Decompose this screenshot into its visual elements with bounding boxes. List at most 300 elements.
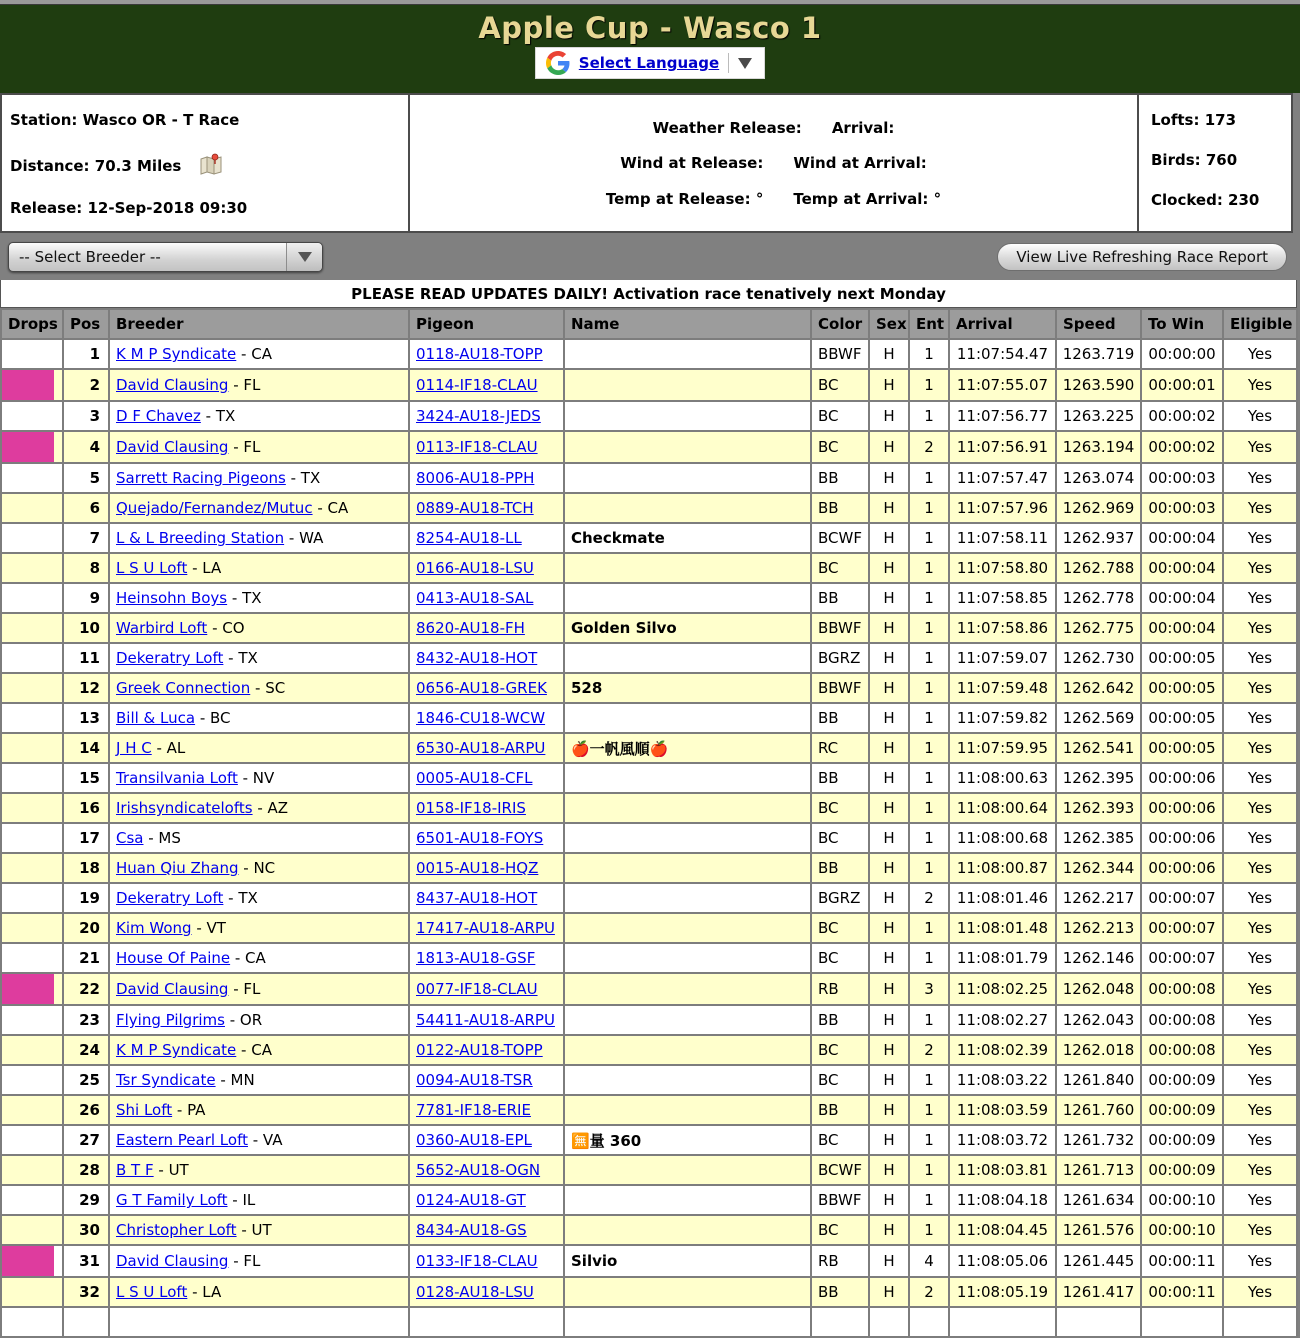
speed-cell: 1262.395 [1056,763,1141,793]
sex-cell [869,1307,909,1337]
breeder-link[interactable]: Kim Wong [116,919,192,937]
pos-cell: 24 [63,1035,109,1065]
breeder-link[interactable]: Dekeratry Loft [116,889,224,907]
arrival-cell: 11:08:00.68 [949,823,1056,853]
sex-cell: H [869,1215,909,1245]
eligible-cell [1223,1307,1297,1337]
results-table [0,308,1298,1338]
color-cell: BC [811,913,869,943]
pigeon-link[interactable]: 0158-IF18-IRIS [416,799,526,817]
speed-cell: 1261.634 [1056,1185,1141,1215]
pigeon-link[interactable]: 8432-AU18-HOT [416,649,538,667]
breeder-cell [109,643,409,673]
pigeon-cell [409,553,564,583]
pigeon-cell [409,703,564,733]
eligible-cell: Yes [1223,913,1297,943]
breeder-link[interactable]: L S U Loft [116,559,188,577]
table-row [1,583,1297,613]
table-row [1,553,1297,583]
breeder-link[interactable]: Huan Qiu Zhang [116,859,239,877]
arrival-cell: 11:07:59.07 [949,643,1056,673]
breeder-state: - VA [247,1131,283,1149]
pos-cell: 18 [63,853,109,883]
pos-cell: 8 [63,553,109,583]
breeder-state: - FL [228,438,261,456]
breeder-cell [109,973,409,1005]
breeder-link[interactable]: David Clausing [116,1252,229,1270]
eligible-cell: Yes [1223,369,1297,401]
drops-cell [1,913,63,943]
breeder-link[interactable]: K M P Syndicate [116,345,237,363]
pigeon-link[interactable]: 6501-AU18-FOYS [416,829,544,847]
pigeon-link[interactable]: 54411-AU18-ARPU [416,1011,555,1029]
breeder-cell [109,913,409,943]
pigeon-cell [409,1095,564,1125]
pos-cell: 17 [63,823,109,853]
table-row [1,883,1297,913]
pigeon-link[interactable]: 0133-IF18-CLAU [416,1252,538,1270]
col-header-pos: Pos [63,309,109,339]
table-header-row [1,309,1297,339]
pigeon-link[interactable]: 8254-AU18-LL [416,529,522,547]
pigeon-cell [409,369,564,401]
arrival-cell: 11:07:56.91 [949,431,1056,463]
color-cell [811,1307,869,1337]
pigeon-link[interactable]: 0128-AU18-LSU [416,1283,534,1301]
breeder-state: - SC [250,679,286,697]
color-cell: RB [811,973,869,1005]
breeder-state: - LA [187,1283,222,1301]
breeder-state: - BC [195,709,231,727]
drop-marker [2,370,54,400]
wind-row [410,154,1137,172]
pos-cell: 4 [63,431,109,463]
arrival-cell: 11:07:58.80 [949,553,1056,583]
weather-release-row [410,119,1137,137]
sex-cell: H [869,643,909,673]
eligible-cell: Yes [1223,763,1297,793]
ent-cell: 1 [909,1215,949,1245]
breeder-link[interactable]: Sarrett Racing Pigeons [116,469,286,487]
color-cell: BB [811,853,869,883]
weather-info-box [408,93,1139,233]
pigeon-link[interactable]: 0005-AU18-CFL [416,769,533,787]
breeder-link[interactable]: Shi Loft [116,1101,173,1119]
eligible-cell: Yes [1223,613,1297,643]
color-cell: BC [811,943,869,973]
color-cell: BGRZ [811,883,869,913]
table-row [1,973,1297,1005]
map-icon[interactable] [199,153,223,175]
ent-cell: 1 [909,763,949,793]
stats-box [1137,93,1293,233]
name-cell [564,853,811,883]
pos-cell: 13 [63,703,109,733]
towin-cell: 00:00:09 [1141,1155,1223,1185]
table-row [1,763,1297,793]
speed-cell: 1261.760 [1056,1095,1141,1125]
pigeon-cell [409,613,564,643]
sex-cell: H [869,1005,909,1035]
arrival-cell: 11:07:57.96 [949,493,1056,523]
eligible-cell: Yes [1223,339,1297,369]
ent-cell: 1 [909,733,949,763]
pigeon-link[interactable]: 0122-AU18-TOPP [416,1041,543,1059]
breeder-link[interactable]: Csa [116,829,144,847]
breeder-select-button[interactable] [286,243,322,271]
breeder-state: - IL [227,1191,256,1209]
color-cell: BC [811,401,869,431]
color-cell: RC [811,733,869,763]
towin-cell: 00:00:07 [1141,883,1223,913]
drops-cell [1,703,63,733]
sex-cell: H [869,339,909,369]
pos-cell: 21 [63,943,109,973]
drops-cell [1,1185,63,1215]
ent-cell: 1 [909,823,949,853]
breeder-cell [109,1065,409,1095]
towin-cell: 00:00:05 [1141,673,1223,703]
pos-cell: 23 [63,1005,109,1035]
pos-cell: 1 [63,339,109,369]
eligible-cell: Yes [1223,643,1297,673]
ent-cell: 1 [909,1005,949,1035]
breeder-link[interactable]: Irishsyndicatelofts [116,799,253,817]
color-cell: BC [811,1215,869,1245]
speed-cell: 1261.417 [1056,1277,1141,1307]
breeder-link[interactable]: Transilvania Loft [116,769,238,787]
pigeon-link[interactable]: 0413-AU18-SAL [416,589,534,607]
breeder-state: - VT [191,919,226,937]
ent-cell: 1 [909,1065,949,1095]
sex-cell: H [869,553,909,583]
speed-cell: 1263.194 [1056,431,1141,463]
arrival-cell: 11:08:02.39 [949,1035,1056,1065]
table-row [1,793,1297,823]
pigeon-link[interactable]: 3424-AU18-JEDS [416,407,541,425]
view-live-report-button[interactable]: View Live Refreshing Race Report [997,243,1287,271]
ent-cell: 1 [909,703,949,733]
name-cell [564,553,811,583]
drop-marker [2,432,54,462]
breeder-select[interactable] [8,242,323,272]
drop-marker [2,1246,54,1276]
pigeon-link[interactable]: 5652-AU18-OGN [416,1161,541,1179]
pigeon-link[interactable]: 17417-AU18-ARPU [416,919,555,937]
pigeon-link[interactable]: 8006-AU18-PPH [416,469,535,487]
speed-cell: 1263.719 [1056,339,1141,369]
eligible-cell: Yes [1223,733,1297,763]
pigeon-link[interactable]: 0360-AU18-EPL [416,1131,532,1149]
breeder-cell [109,463,409,493]
ent-cell: 1 [909,369,949,401]
towin-cell: 00:00:00 [1141,339,1223,369]
breeder-link[interactable]: Warbird Loft [116,619,208,637]
breeder-link[interactable]: Greek Connection [116,679,251,697]
pos-cell [63,1307,109,1337]
breeder-link[interactable]: Dekeratry Loft [116,649,224,667]
drops-cell [1,643,63,673]
arrival-cell [949,1307,1056,1337]
drops-cell [1,339,63,369]
ent-cell: 1 [909,583,949,613]
name-cell [564,463,811,493]
breeder-link[interactable]: L S U Loft [116,1283,188,1301]
sex-cell: H [869,1277,909,1307]
eligible-cell: Yes [1223,1277,1297,1307]
pos-cell: 28 [63,1155,109,1185]
name-cell [564,401,811,431]
color-cell: BC [811,1035,869,1065]
pigeon-link[interactable]: 1813-AU18-GSF [416,949,536,967]
breeder-state: - CA [312,499,349,517]
breeder-link[interactable]: Heinsohn Boys [116,589,228,607]
speed-cell: 1261.713 [1056,1155,1141,1185]
breeder-link[interactable]: K M P Syndicate [116,1041,237,1059]
speed-cell: 1261.576 [1056,1215,1141,1245]
drops-cell [1,1215,63,1245]
towin-cell: 00:00:09 [1141,1095,1223,1125]
pigeon-link[interactable]: 8434-AU18-GS [416,1221,527,1239]
breeder-cell [109,1245,409,1277]
breeder-cell [109,431,409,463]
breeder-link[interactable]: Quejado/Fernandez/Mutuc [116,499,313,517]
sex-cell: H [869,883,909,913]
station-line: Station: Wasco OR - T Race [10,111,240,129]
ent-cell: 2 [909,431,949,463]
breeder-state: - TX [200,407,236,425]
pigeon-link[interactable]: 0124-AU18-GT [416,1191,526,1209]
pigeon-cell [409,1185,564,1215]
breeder-link[interactable]: Tsr Syndicate [116,1071,216,1089]
breeder-state: - TX [227,589,262,607]
pigeon-link[interactable]: 6530-AU18-ARPU [416,739,546,757]
towin-cell: 00:00:05 [1141,733,1223,763]
speed-cell: 1262.385 [1056,823,1141,853]
breeder-state: - UT [153,1161,189,1179]
ent-cell: 1 [909,401,949,431]
pigeon-link[interactable]: 8437-AU18-HOT [416,889,538,907]
towin-cell: 00:00:02 [1141,401,1223,431]
name-cell: 🍎一帆風順🍎 [564,733,811,763]
breeder-link[interactable]: David Clausing [116,438,229,456]
eligible-cell: Yes [1223,1215,1297,1245]
pos-cell: 9 [63,583,109,613]
pigeon-link[interactable]: 0094-AU18-TSR [416,1071,533,1089]
sex-cell: H [869,1065,909,1095]
pos-cell: 12 [63,673,109,703]
breeder-cell [109,1185,409,1215]
breeder-state: - LA [187,559,222,577]
sex-cell: H [869,1035,909,1065]
towin-cell: 00:00:04 [1141,523,1223,553]
google-logo-icon [546,51,570,75]
drops-cell [1,1277,63,1307]
drop-marker [2,974,54,1004]
eligible-cell: Yes [1223,973,1297,1005]
pigeon-link[interactable]: 0889-AU18-TCH [416,499,534,517]
speed-cell: 1263.074 [1056,463,1141,493]
temp-release-label: Temp at Release: ° [605,189,764,208]
speed-cell: 1262.344 [1056,853,1141,883]
pos-cell: 3 [63,401,109,431]
google-translate-widget[interactable] [535,47,765,79]
pos-cell: 2 [63,369,109,401]
sex-cell: H [869,493,909,523]
color-cell: BC [811,823,869,853]
temp-row [410,190,1137,208]
pos-cell: 32 [63,1277,109,1307]
breeder-link[interactable]: Christopher Loft [116,1221,237,1239]
breeder-link[interactable]: J H C [116,739,152,757]
pigeon-link[interactable]: 0114-IF18-CLAU [416,376,538,394]
breeder-cell [109,793,409,823]
drops-cell [1,1155,63,1185]
drops-cell [1,1005,63,1035]
pigeon-link[interactable]: 7781-IF18-ERIE [416,1101,531,1119]
name-cell: 528 [564,673,811,703]
pigeon-cell [409,643,564,673]
arrival-cell: 11:08:01.46 [949,883,1056,913]
breeder-cell [109,943,409,973]
speed-cell: 1262.642 [1056,673,1141,703]
ent-cell: 1 [909,523,949,553]
drops-cell [1,583,63,613]
towin-cell: 00:00:09 [1141,1065,1223,1095]
name-cell [564,973,811,1005]
name-cell [564,763,811,793]
pigeon-cell [409,973,564,1005]
sex-cell: H [869,1185,909,1215]
clocked-count: Clocked: 230 [1151,191,1260,209]
name-cell [564,369,811,401]
arrival-cell: 11:07:55.07 [949,369,1056,401]
speed-cell: 1262.788 [1056,553,1141,583]
ent-cell: 1 [909,1185,949,1215]
breeder-link[interactable]: B T F [116,1161,154,1179]
table-row [1,1125,1297,1155]
drops-cell [1,943,63,973]
breeder-link[interactable]: L & L Breeding Station [116,529,285,547]
temp-arrival-label: Temp at Arrival: ° [793,189,942,208]
name-cell [564,583,811,613]
breeder-link[interactable]: David Clausing [116,376,229,394]
name-cell [564,1005,811,1035]
name-cell [564,1277,811,1307]
color-cell: BCWF [811,1155,869,1185]
table-row [1,431,1297,463]
eligible-cell: Yes [1223,1125,1297,1155]
color-cell: BB [811,1005,869,1035]
sex-cell: H [869,1245,909,1277]
speed-cell: 1262.393 [1056,793,1141,823]
pigeon-link[interactable]: 0015-AU18-HQZ [416,859,539,877]
drops-cell [1,523,63,553]
breeder-link[interactable]: David Clausing [116,980,229,998]
eligible-cell: Yes [1223,853,1297,883]
arrival-cell: 11:07:59.48 [949,673,1056,703]
breeder-cell [109,1215,409,1245]
breeder-cell [109,339,409,369]
translate-dropdown-arrow-icon[interactable] [738,58,752,69]
name-cell: Checkmate [564,523,811,553]
breeder-state: - FL [228,1252,261,1270]
pigeon-link[interactable]: 0118-AU18-TOPP [416,345,543,363]
breeder-link[interactable]: Bill & Luca [116,709,196,727]
pigeon-link[interactable]: 0166-AU18-LSU [416,559,534,577]
sex-cell: H [869,733,909,763]
breeder-cell [109,733,409,763]
pos-cell: 7 [63,523,109,553]
eligible-cell: Yes [1223,673,1297,703]
pigeon-link[interactable]: 8620-AU18-FH [416,619,525,637]
pigeon-cell [409,823,564,853]
table-row [1,339,1297,369]
release-line: Release: 12-Sep-2018 09:30 [10,199,248,217]
pos-cell: 14 [63,733,109,763]
breeder-link[interactable]: House Of Paine [116,949,231,967]
speed-cell: 1262.043 [1056,1005,1141,1035]
breeder-link[interactable]: Flying Pilgrims [116,1011,225,1029]
breeder-cell [109,1095,409,1125]
birds-count: Birds: 760 [1151,151,1238,169]
eligible-cell: Yes [1223,1005,1297,1035]
table-row [1,913,1297,943]
pigeon-cell [409,1125,564,1155]
color-cell: BBWF [811,613,869,643]
color-cell: BB [811,1095,869,1125]
pos-cell: 6 [63,493,109,523]
eligible-cell: Yes [1223,703,1297,733]
breeder-cell [109,401,409,431]
pigeon-cell [409,1155,564,1185]
pos-cell: 27 [63,1125,109,1155]
breeder-state: - TX [223,889,258,907]
sex-cell: H [869,523,909,553]
towin-cell: 00:00:08 [1141,973,1223,1005]
sex-cell: H [869,613,909,643]
table-row [1,1155,1297,1185]
pigeon-cell [409,673,564,703]
table-row [1,673,1297,703]
name-cell [564,913,811,943]
ent-cell: 1 [909,1155,949,1185]
color-cell: BBWF [811,1185,869,1215]
pos-cell: 31 [63,1245,109,1277]
breeder-state: - TX [223,649,258,667]
table-row [1,643,1297,673]
pigeon-cell [409,463,564,493]
breeder-link[interactable]: G T Family Loft [116,1191,228,1209]
towin-cell: 00:00:04 [1141,613,1223,643]
breeder-cell [109,613,409,643]
breeder-link[interactable]: Eastern Pearl Loft [116,1131,248,1149]
eligible-cell: Yes [1223,1245,1297,1277]
eligible-cell: Yes [1223,1155,1297,1185]
pigeon-link[interactable]: 1846-CU18-WCW [416,709,546,727]
pigeon-link[interactable]: 0656-AU18-GREK [416,679,547,697]
name-cell [564,823,811,853]
eligible-cell: Yes [1223,823,1297,853]
pigeon-link[interactable]: 0113-IF18-CLAU [416,438,538,456]
select-language-link[interactable]: Select Language [578,54,720,72]
drops-cell [1,1095,63,1125]
sex-cell: H [869,583,909,613]
breeder-link[interactable]: D F Chavez [116,407,201,425]
pigeon-link[interactable]: 0077-IF18-CLAU [416,980,538,998]
speed-cell: 1262.730 [1056,643,1141,673]
breeder-cell [109,583,409,613]
